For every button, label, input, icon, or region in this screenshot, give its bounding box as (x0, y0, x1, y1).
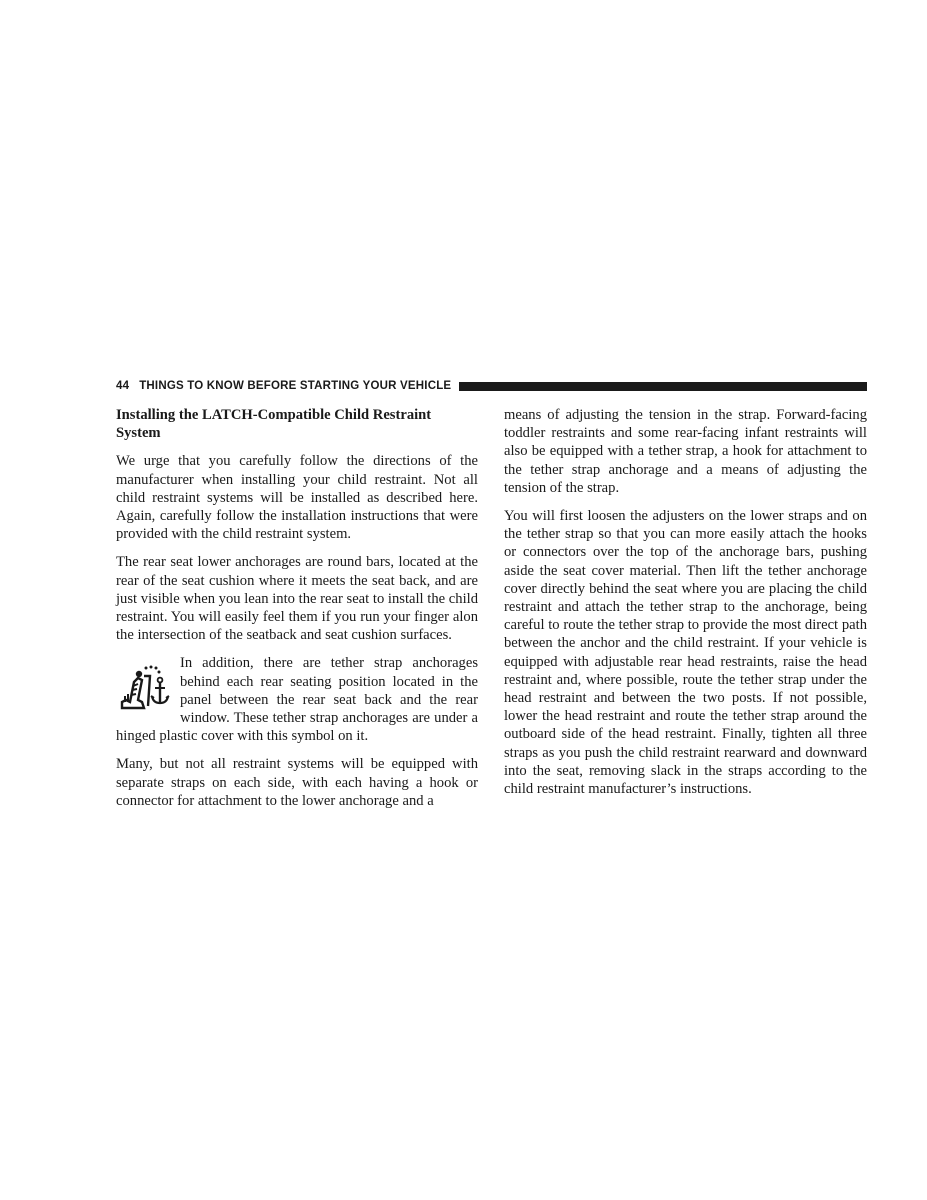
paragraph-tension: means of adjusting the tension in the strap. Forward-facing toddler restraints and some rear-facing infant restraints will also be equipped with a tether strap, a hook for attachment to the tether strap anchorage and a means of adjusting the tension of the strap. (504, 407, 867, 496)
page-header (116, 378, 867, 394)
child-seat-tether-anchor-icon (116, 656, 174, 716)
tether-paragraph-block (116, 654, 478, 745)
left-column (116, 406, 478, 820)
paragraph-installation-steps: You will first loosen the adjusters on the lower straps and on the tether strap so that you can more easily attach the hooks or connectors over the top of the anchorage bars, pushing aside the seat cover material. Then lift the tether anchorage cover directly behind the seat where you are placing the child restraint and attach the tether strap to the anchorage, being careful to route the tether strap to provide the most direct path between the anchor and the child restraint. If your vehicle is equipped with adjustable rear head restraints, raise the head restraint and, where possible, route the tether strap under the head restraint and between the two posts. If not possible, lower the head restraint and route the tether strap around the outboard side of the head restraint. Finally, tighten all three straps as you push the child restraint rearward and downward into the seat, removing slack in the straps according to the child restraint manufacturer’s instructions. (504, 508, 867, 798)
paragraph-separate-straps: Many, but not all restraint systems will be equipped with separate straps on each side, with each having a hook or connector for attachment to the lower anchorage and a (116, 756, 478, 809)
section-heading: Installing the LATCH-Compatible Child Restraint System (116, 407, 432, 442)
header-rule (459, 382, 867, 391)
paragraph-lower-anchorages: The rear seat lower anchorages are round bars, located at the rear of the seat cushion where it meets the seat back, and are just visible when you lean into the rear seat to install the child restraint. You will easily feel them if you run your finger alon the intersection of the seatback and seat cushion surfaces. (116, 554, 478, 644)
paragraph-urge: We urge that you carefully follow the directions of the manufacturer when installing your child restraint. Not all child restraint systems will be installed as described here. Again, carefully follow the installation instructions that were provided with the child restraint system. (116, 453, 478, 543)
page-number: 44 (116, 380, 130, 392)
paragraph-tether-anchorages: In addition, there are tether strap anchorages behind each rear seating position located in the panel between the rear seat back and the rear window. These tether strap anchorages are under a hinged plastic cover with this symbol on it. (116, 655, 478, 745)
right-column (504, 406, 867, 808)
section-title: THINGS TO KNOW BEFORE STARTING YOUR VEHICLE (139, 380, 452, 392)
